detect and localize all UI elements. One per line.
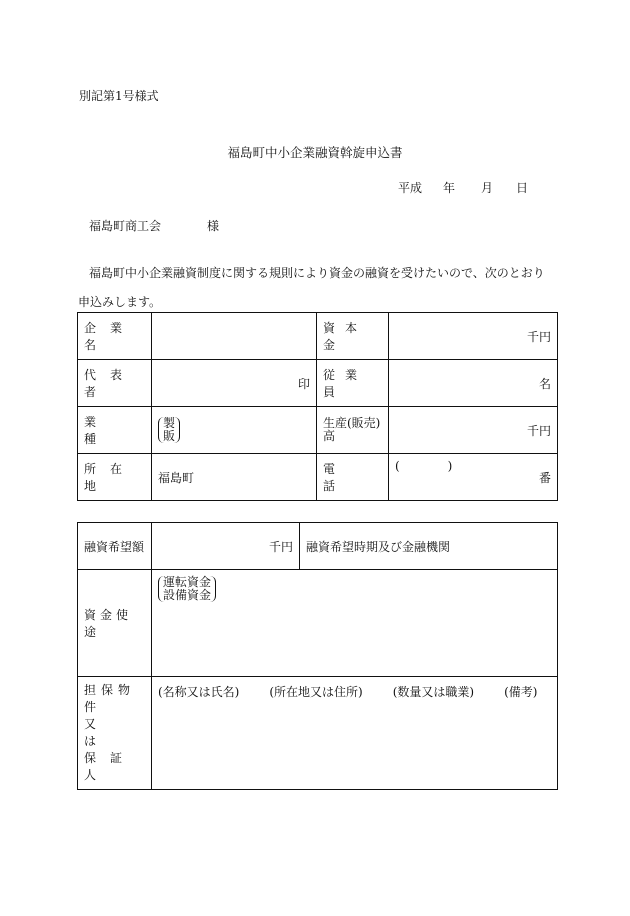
production-field[interactable] (389, 407, 558, 454)
company-info-table (77, 312, 558, 501)
collateral-headers (158, 683, 551, 700)
fund-use-field[interactable] (152, 570, 558, 677)
phone-field[interactable] (389, 454, 558, 501)
collateral-field[interactable] (152, 677, 558, 790)
employees-unit: 名 (538, 376, 551, 391)
fund-use-equipment: 設備資金 (163, 588, 212, 602)
document-title: 福島町中小企業融資斡旋申込書 (227, 145, 403, 160)
industry-field[interactable] (152, 407, 317, 454)
production-label: 生産(販売) (323, 416, 381, 430)
phone-area-code: ( ) (395, 459, 453, 473)
loan-amount-field[interactable] (152, 523, 300, 570)
representative-label: 代表者 (84, 368, 137, 399)
fund-use-operating: 運転資金 (163, 575, 212, 589)
form-number-label: 別記第1号様式 (79, 89, 159, 103)
employees-field[interactable] (389, 360, 558, 407)
capital-label: 資本金 (323, 321, 368, 352)
date-year: 年 (443, 181, 456, 195)
address-field[interactable] (152, 454, 317, 501)
collateral-label-2-text: 又は (84, 717, 129, 748)
address-value: 福島町 (158, 470, 195, 485)
collateral-header-quantity: (数量又は職業) (392, 685, 475, 699)
collateral-label-2 (84, 716, 145, 750)
collateral-label-1: 担保物件 (84, 683, 136, 714)
industry-option-manufacturing: 製 (163, 416, 176, 430)
date-day: 日 (516, 181, 529, 195)
date-month: 月 (481, 181, 494, 195)
industry-label: 業種 (84, 415, 133, 446)
seal-mark: 印 (297, 376, 310, 391)
collateral-header-notes: (備考) (504, 685, 538, 699)
representative-field[interactable] (152, 360, 317, 407)
company-name-field[interactable] (152, 313, 317, 360)
loan-timing-field[interactable] (300, 523, 558, 570)
honorific: 様 (207, 219, 220, 233)
capital-unit: 千円 (526, 329, 551, 344)
collateral-header-name: (名称又は氏名) (158, 685, 240, 699)
phone-label: 電話 (323, 462, 372, 493)
loan-timing-label: 融資希望時期及び金融機関 (306, 539, 451, 554)
production-label-2: 高 (323, 429, 336, 443)
production-unit: 千円 (526, 423, 551, 438)
company-name-label: 企業名 (84, 321, 137, 352)
addressee: 福島町商工会 (89, 219, 162, 233)
capital-field[interactable] (389, 313, 558, 360)
fund-use-label: 資金使途 (84, 608, 133, 639)
date-era: 平成 (398, 181, 423, 195)
loan-info-table (77, 522, 558, 790)
industry-option-sales: 販 (163, 429, 176, 443)
address-label: 所在地 (84, 462, 137, 493)
loan-amount-unit: 千円 (268, 539, 293, 554)
collateral-label-3: 保証人 (84, 751, 137, 782)
phone-unit: 番 (538, 470, 551, 485)
collateral-header-address: (所在地又は住所) (269, 685, 363, 699)
loan-amount-label: 融資希望額 (84, 539, 145, 554)
employees-label: 従業員 (323, 368, 368, 399)
fund-use-options (158, 576, 216, 602)
application-statement: 福島町中小企業融資制度に関する規則により資金の融資を受けたいので、次のとおり申込みします。 (78, 266, 545, 309)
industry-options (158, 417, 180, 443)
